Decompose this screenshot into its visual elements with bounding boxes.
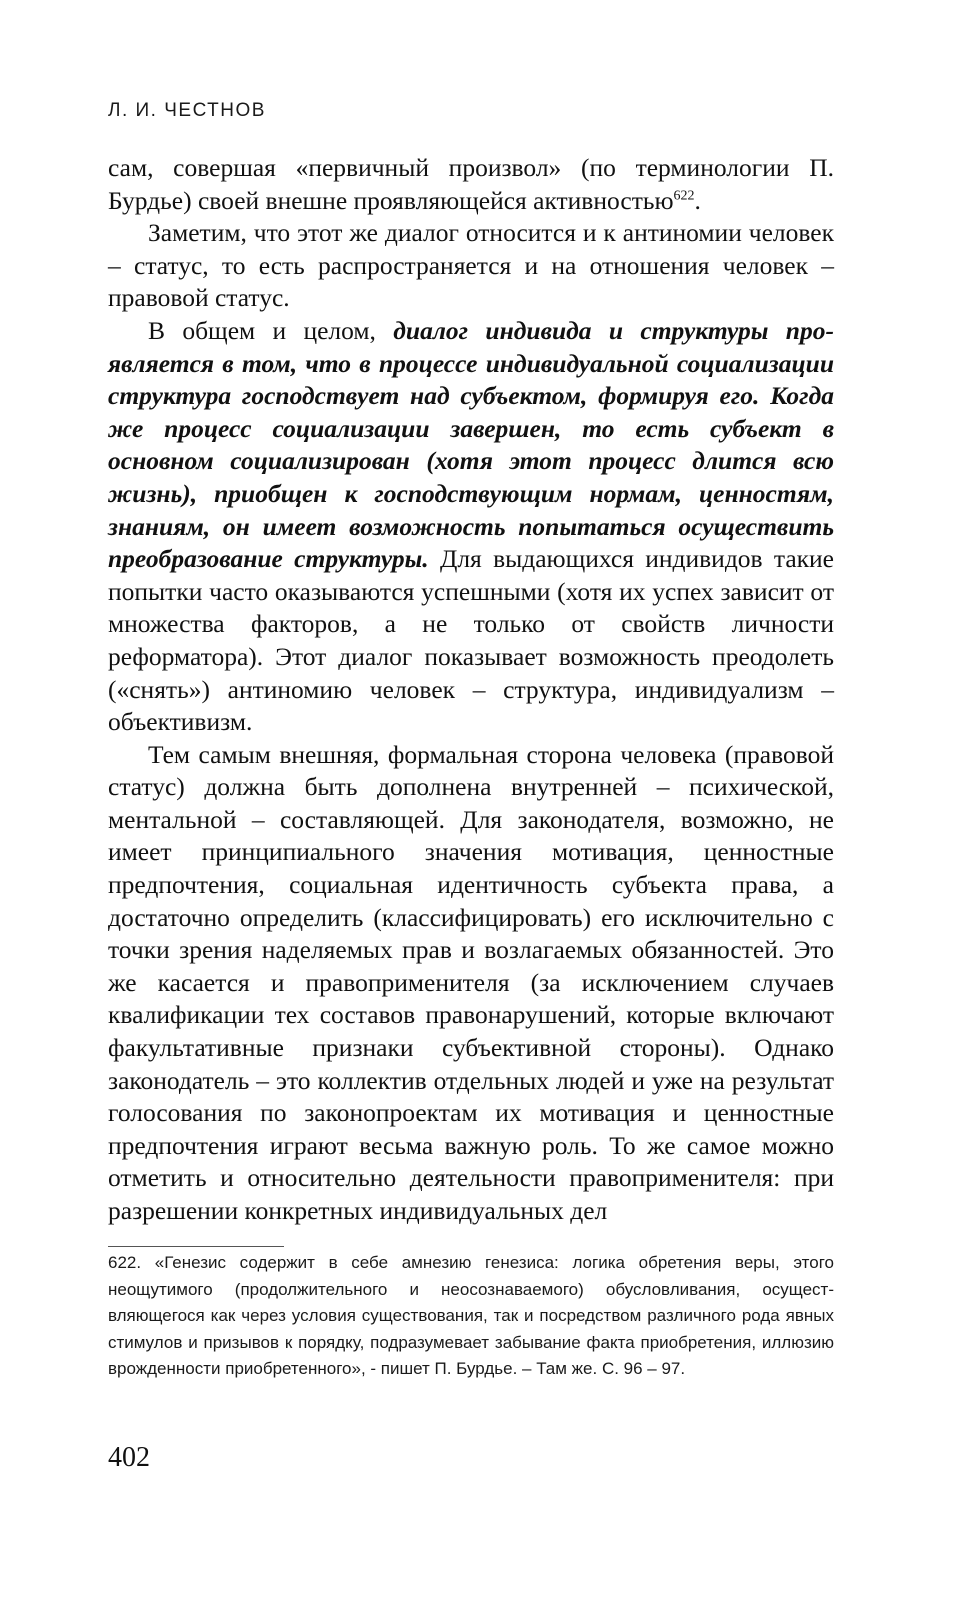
paragraph-1-text: сам, совершая «первичный произвол» (по терминологии П. Бурдье) своей внешне проявляющейся активностью [108, 153, 834, 215]
footnote-divider [108, 1246, 284, 1247]
paragraph-4: Тем самым внешняя, формальная сторона человека (правовой статус) должна быть дополнена внутренней – психической, ментальной – составляющей. Для законодателя, возможно, не имеет принципиального значения мотивация, ценностные предпочтения, социальная идентичность субъекта права, а достаточно определить (классифицировать) его исключительно с точки зрения наделяемых прав и возлагаемых обязанностей. Это же касается и правоприменителя (за исключением случаев квалификации тех составов правонарушений, которые включают факультативные признаки субъективной стороны). Однако законодатель – это коллектив отдельных людей и уже на результат голосования по законопроектам их мотивация и ценностные предпочтения играют весьма важную роль. То же самое можно отметить и относительно деятельности правоприменителя: при разрешении конкретных индивидуальных дел [108, 739, 834, 1225]
paragraph-3 [108, 315, 834, 739]
paragraph-3-lead: В общем и целом, [148, 315, 376, 345]
footnote-622: 622. «Генезис содержит в себе амнезию генезиса: логика обретения веры, этого неощутимого (продолжительного и неосознаваемого) обусловливания, осуществляющегося как через условия существования, так и посредством различного рода явных стимулов и призывов к порядку, подразумевает забывание факта приобретения, иллюзию врожденности приобретенного», - пишет П. Бурдье. – Там же. С. 96 – 97. [108, 1253, 834, 1378]
running-head: Л. И. ЧЕСТНОВ [108, 100, 266, 121]
paragraph-3-emphasis: диалог индивида и структуры проявляется в том, что в процессе индивидуальной социализации структура господствует над субъектом, формируя его. Когда же процесс социализации завершен, то есть субъект в основном социализирован (хотя этот процесс длится всю жизнь), приобщен к господствующим нормам, ценностям, знаниям, он имеет возможность попытаться осуществить преобразование структуры. [108, 315, 834, 574]
paragraph-1 [108, 152, 834, 217]
footnote-reference: 622 [673, 188, 695, 204]
paragraph-3-rest: Для выдающихся индивидов такие попытки часто оказываются успешными (хотя их успех зависит от множества факторов, а не только от свойств личности реформатора). Этот диалог показывает возможность преодолеть («снять») антиномию человек – структура, индивидуализм – объективизм. [108, 544, 834, 737]
page-number: 402 [108, 1442, 150, 1473]
paragraph-1-end: . [694, 185, 701, 215]
body-text [108, 152, 834, 1228]
paragraph-2: Заметим, что этот же диалог относится и к антиномии человек – статус, то есть распространяется и на отношения человек – правовой статус. [108, 218, 834, 313]
